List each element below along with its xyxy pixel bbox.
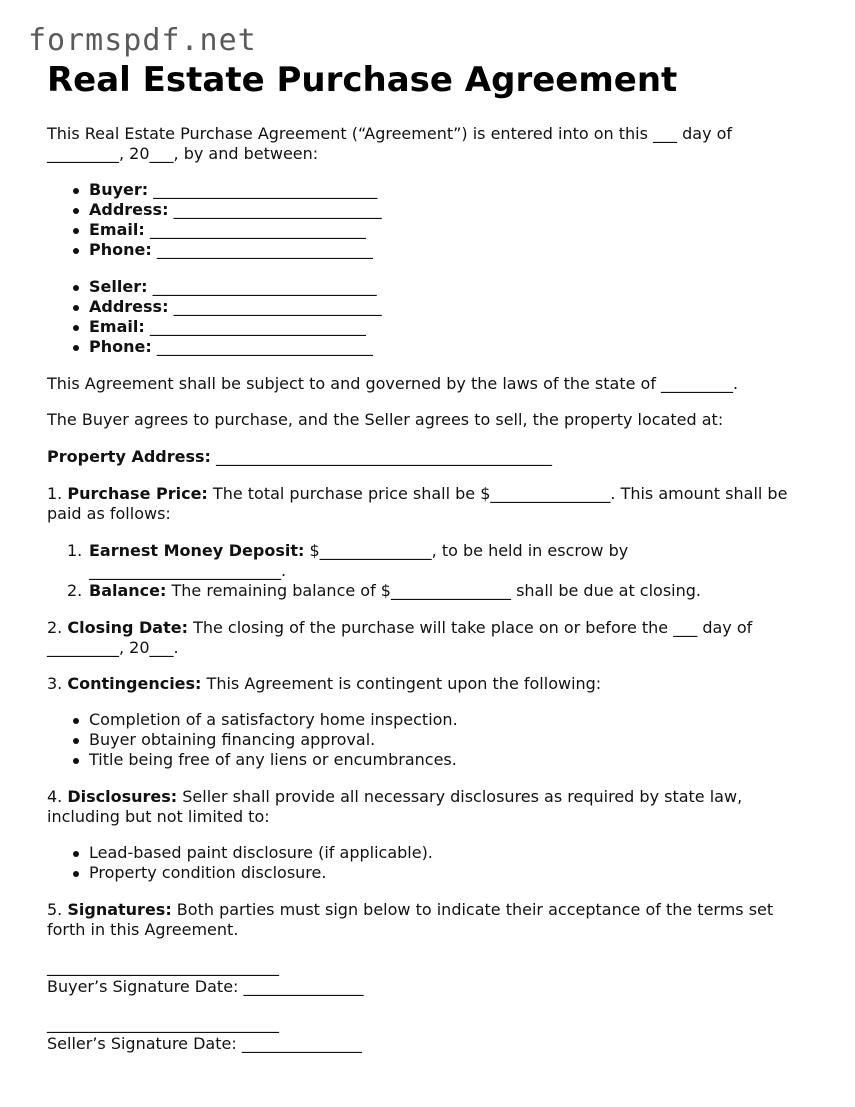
list-item: Lead-based paint disclosure (if applicable). — [47, 843, 817, 863]
item-number: 1. — [67, 541, 83, 560]
property-intro-paragraph: The Buyer agrees to purchase, and the Seller agrees to sell, the property located at: — [47, 410, 724, 429]
payment-terms-list — [47, 541, 817, 601]
intro-line-2: _________, 20___, by and between: — [47, 144, 319, 163]
purchase-price-heading: Purchase Price: — [67, 484, 208, 503]
section-number: 1. — [47, 484, 63, 503]
signatures-section — [47, 900, 817, 940]
list-item — [47, 180, 817, 200]
seller-details-list — [47, 277, 817, 357]
list-item — [47, 581, 817, 601]
property-address-line — [47, 447, 817, 467]
seller-address-field: __________________________ — [168, 297, 382, 316]
seller-phone-label: Phone: — [89, 337, 152, 356]
contingencies-section — [47, 674, 817, 694]
buyer-phone-field: ___________________________ — [151, 240, 373, 259]
list-item: Title being free of any liens or encumbrances. — [47, 750, 817, 770]
seller-signature-date-label: Seller’s Signature Date: _______________ — [47, 1034, 362, 1053]
list-item — [47, 337, 817, 357]
list-item: Completion of a satisfactory home inspection. — [47, 710, 817, 730]
buyer-label: Buyer: — [89, 180, 149, 199]
balance-label: Balance: — [89, 581, 167, 600]
seller-field: ____________________________ — [147, 277, 377, 296]
property-address-label: Property Address: — [47, 447, 211, 466]
intro-paragraph — [47, 124, 817, 164]
seller-address-label: Address: — [89, 297, 169, 316]
contingencies-list — [47, 710, 817, 770]
seller-email-label: Email: — [89, 317, 145, 336]
disclosures-list — [47, 843, 817, 883]
list-item — [47, 240, 817, 260]
buyer-signature-block — [47, 957, 817, 997]
list-item — [47, 541, 817, 581]
closing-date-field: _________, 20___. — [47, 638, 179, 657]
disclosures-text-continued: including but not limited to: — [47, 807, 270, 826]
section-number: 5. — [47, 900, 63, 919]
seller-signature-block — [47, 1014, 817, 1054]
buyer-phone-label: Phone: — [89, 240, 152, 259]
closing-date-heading: Closing Date: — [67, 618, 188, 637]
watermark: formspdf.net — [28, 23, 257, 58]
escrow-holder-field: ________________________. — [89, 561, 287, 580]
disclosures-section — [47, 787, 817, 827]
list-item: Buyer obtaining financing approval. — [47, 730, 817, 750]
seller-signature-line: _____________________________ — [47, 1014, 279, 1033]
disclosures-heading: Disclosures: — [67, 787, 178, 806]
closing-date-section — [47, 618, 817, 658]
buyer-address-field: __________________________ — [168, 200, 382, 219]
buyer-email-label: Email: — [89, 220, 145, 239]
item-number: 2. — [67, 581, 83, 600]
contingencies-text: This Agreement is contingent upon the following: — [201, 674, 602, 693]
buyer-signature-line: _____________________________ — [47, 957, 279, 976]
purchase-price-section — [47, 484, 817, 524]
page-title: Real Estate Purchase Agreement — [47, 60, 678, 100]
list-item — [47, 277, 817, 297]
buyer-address-label: Address: — [89, 200, 169, 219]
signatures-text-continued: forth in this Agreement. — [47, 920, 239, 939]
list-item: Property condition disclosure. — [47, 863, 817, 883]
contingencies-heading: Contingencies: — [67, 674, 202, 693]
purchase-price-text: The total purchase price shall be $_______________. This amount shall be paid as follows: — [47, 484, 788, 523]
section-number: 2. — [47, 618, 63, 637]
list-item — [47, 297, 817, 317]
list-item — [47, 220, 817, 240]
seller-phone-field: ___________________________ — [151, 337, 373, 356]
list-item — [47, 200, 817, 220]
seller-email-field: ___________________________ — [144, 317, 366, 336]
buyer-details-list — [47, 180, 817, 260]
governing-law-paragraph: This Agreement shall be subject to and governed by the laws of the state of _________. — [47, 374, 739, 393]
document-page — [47, 60, 817, 1054]
signatures-heading: Signatures: — [67, 900, 172, 919]
closing-date-text: The closing of the purchase will take place on or before the ___ day of — [187, 618, 753, 637]
buyer-field: ____________________________ — [148, 180, 378, 199]
signatures-text: Both parties must sign below to indicate their acceptance of the terms set — [171, 900, 774, 919]
disclosures-text: Seller shall provide all necessary disclosures as required by state law, — [177, 787, 743, 806]
section-number: 4. — [47, 787, 63, 806]
buyer-signature-date-label: Buyer’s Signature Date: _______________ — [47, 977, 364, 996]
earnest-money-text: $______________, to be held in escrow by — [304, 541, 629, 560]
balance-text: The remaining balance of $_______________ shall be due at closing. — [166, 581, 701, 600]
buyer-email-field: ___________________________ — [144, 220, 366, 239]
property-address-field: __________________________________________ — [210, 447, 553, 466]
earnest-money-label: Earnest Money Deposit: — [89, 541, 305, 560]
intro-line-1: This Real Estate Purchase Agreement (“Agreement”) is entered into on this ___ day of — [47, 124, 733, 143]
section-number: 3. — [47, 674, 63, 693]
seller-label: Seller: — [89, 277, 148, 296]
list-item — [47, 317, 817, 337]
